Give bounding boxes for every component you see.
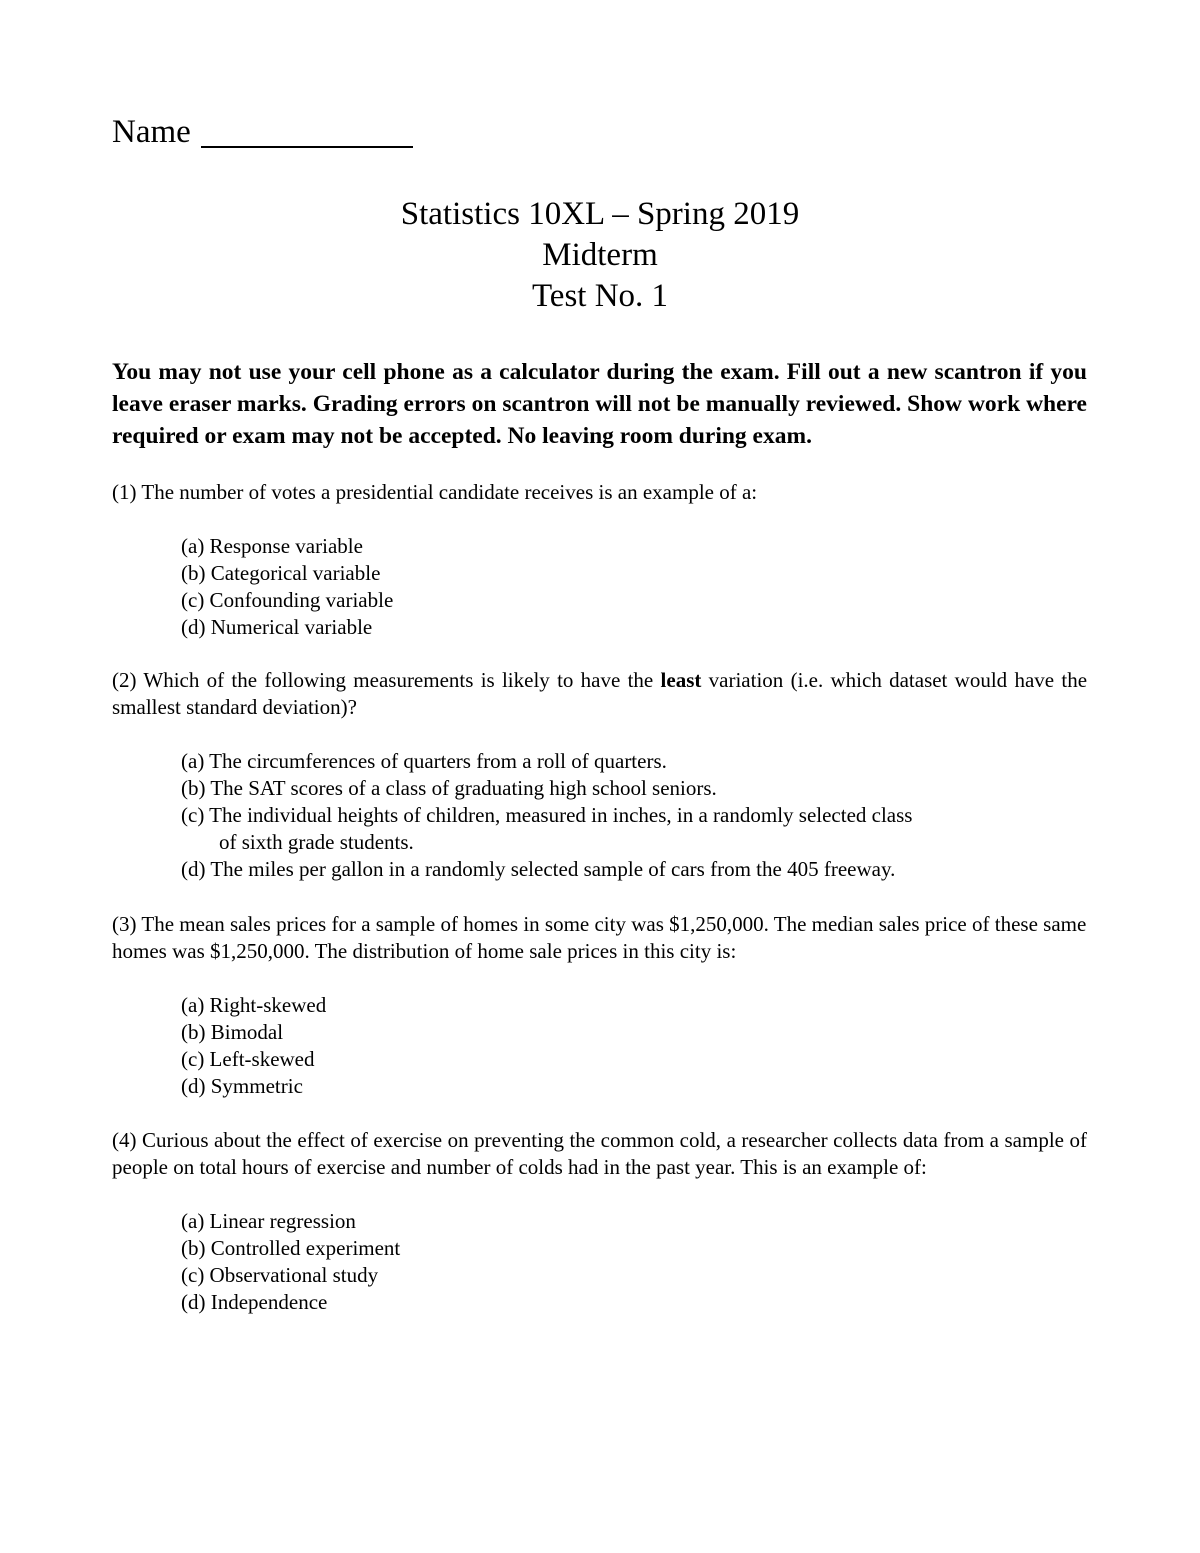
answer-options <box>112 992 1087 1100</box>
answer-option: (c) Left-skewed <box>181 1047 315 1071</box>
answer-option-text: (c) The individual heights of children, measured in inches, in a randomly selected class <box>181 803 913 827</box>
answer-option: (d) The miles per gallon in a randomly selected sample of cars from the 405 freeway. <box>181 857 896 881</box>
question-emphasis: least <box>660 668 702 692</box>
answer-option: (b) Bimodal <box>181 1020 284 1044</box>
answer-option: (a) Response variable <box>181 534 363 558</box>
question-4 <box>112 1127 1087 1316</box>
answer-option: (c) Observational study <box>181 1263 379 1287</box>
test-number: Test No. 1 <box>531 278 669 314</box>
answer-option: (d) Symmetric <box>181 1074 303 1098</box>
question-3 <box>112 911 1087 1100</box>
answer-option: (a) Linear regression <box>181 1209 356 1233</box>
name-blank-line <box>201 146 413 148</box>
answer-option: (d) Independence <box>181 1290 328 1314</box>
question-number: (2) <box>112 668 137 692</box>
question-number: (4) <box>112 1128 137 1152</box>
answer-option: (b) Categorical variable <box>181 561 381 585</box>
answer-option: (a) The circumferences of quarters from a roll of quarters. <box>181 749 667 773</box>
question-number: (3) <box>112 912 137 936</box>
answer-option <box>112 802 1087 856</box>
question-stem <box>112 1127 1087 1181</box>
question-text: Which of the following measurements is likely to have the <box>143 668 654 692</box>
answer-option: (c) Confounding variable <box>181 588 394 612</box>
question-stem <box>112 911 1087 965</box>
question-1 <box>112 479 1087 641</box>
answer-option: (b) The SAT scores of a class of graduating high school seniors. <box>181 776 717 800</box>
answer-options <box>112 1208 1087 1316</box>
question-stem <box>112 479 1087 506</box>
exam-instructions: You may not use your cell phone as a calculator during the exam. Fill out a new scantron if you leave eraser marks. Grading errors on scantron will not be manually reviewed. Show work where required or exam may not be accepted. No leaving room during exam. <box>112 359 1087 449</box>
answer-option-continuation: of sixth grade students. <box>219 830 414 854</box>
question-stem <box>112 667 1087 721</box>
exam-type: Midterm <box>542 237 658 273</box>
answer-options <box>112 533 1087 641</box>
question-number: (1) <box>112 480 137 504</box>
exam-title <box>0 194 1200 317</box>
answer-option: (b) Controlled experiment <box>181 1236 401 1260</box>
answer-option: (d) Numerical variable <box>181 615 373 639</box>
course-title: Statistics 10XL – Spring 2019 <box>400 196 800 232</box>
question-text: The mean sales prices for a sample of homes in some city was $1,250,000. The median sales price of these same homes was $1,250,000. The distribution of home sale prices in this city is: <box>112 912 1087 963</box>
name-field-row <box>112 112 413 152</box>
question-text: variation (i.e. which dataset would have the smallest standard deviation)? <box>112 668 1088 719</box>
question-2 <box>112 667 1087 883</box>
name-label: Name <box>112 114 191 150</box>
answer-option: (a) Right-skewed <box>181 993 327 1017</box>
answer-options <box>112 748 1087 883</box>
question-text: Curious about the effect of exercise on preventing the common cold, a researcher collects data from a sample of people on total hours of exercise and number of colds had in the past year. This is an example of: <box>112 1128 1088 1179</box>
question-text: The number of votes a presidential candidate receives is an example of a: <box>141 480 758 504</box>
